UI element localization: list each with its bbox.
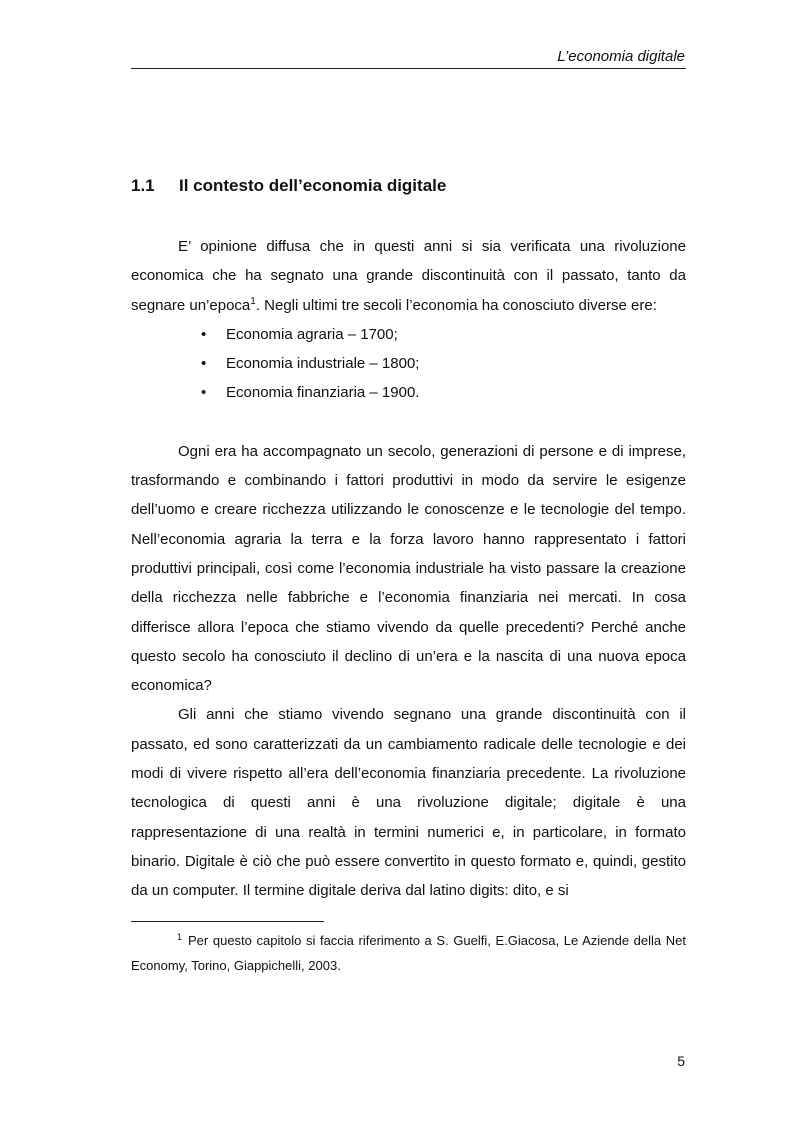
section-title: Il contesto dell’economia digitale	[179, 176, 447, 195]
page-number: 5	[677, 1053, 685, 1069]
footnote-separator	[131, 921, 324, 922]
header-rule	[131, 68, 686, 69]
footnote-text: Per questo capitolo si faccia riferimento a S. Guelfi, E.Giacosa, Le Aziende della Net Economy, Torino, Giappichelli, 2003.	[131, 933, 686, 973]
list-item	[201, 320, 686, 349]
running-header: L’economia digitale	[557, 48, 685, 65]
list-item	[201, 378, 686, 407]
footnote	[131, 928, 686, 978]
paragraph-intro-text: E’ opinione diffusa che in questi anni si sia verificata una rivoluzione economica che ha segnato una grande discontinuità con il passato, tanto da segnare un’epoca	[131, 238, 686, 314]
paragraph-eras: Ogni era ha accompagnato un secolo, generazioni di persone e di imprese, trasformando e combinando i fattori produttivi in modo da servire le esigenze dell’uomo e creare ricchezza utilizzando le conoscenze e le tecnologie del tempo. Nell’economia agraria la terra e la forza lavoro hanno rappresentato i fattori produttivi principali, così come l’economia industriale ha visto passare la creazione della ricchezza nelle fabbriche e l’economia finanziaria nei mercati. In cosa differisce allora l’epoca che stiamo vivendo da quelle precedenti? Perché anche questo secolo ha conosciuto il declino di un’era e la nascita di una nuova epoca economica?	[131, 442, 686, 695]
paragraph-intro	[131, 232, 686, 320]
footnote-reference: 1	[250, 295, 256, 307]
list-item	[201, 349, 686, 378]
paragraph-digital: Gli anni che stiamo vivendo segnano una grande discontinuità con il passato, ed sono caratterizzati da un cambiamento radicale delle tecnologie e dei modi di vivere rispetto all’era dell’economia finanziaria precedente. La rivoluzione tecnologica di questi anni è una rivoluzione digitale; digitale è una rappresentazione di una realtà in termini numerici e, in particolare, in formato binario. Digitale è ciò che può essere convertito in questo formato e, quindi, gestito da un computer. Il termine digitale deriva dal latino digits: dito, e si	[131, 706, 686, 900]
eras-list	[131, 320, 686, 408]
bullet-icon: •	[201, 384, 207, 402]
section-heading	[131, 176, 446, 196]
bullet-icon: •	[201, 355, 207, 373]
list-item-text: Economia agraria – 1700;	[226, 325, 398, 343]
paragraph-intro-text-end: . Negli ultimi tre secoli l’economia ha conosciuto diverse ere:	[255, 296, 657, 314]
list-item-text: Economia finanziaria – 1900.	[226, 384, 420, 402]
body-text	[131, 232, 686, 906]
footnote-marker: 1	[177, 931, 183, 942]
list-item-text: Economia industriale – 1800;	[226, 355, 420, 373]
section-number: 1.1	[131, 176, 155, 195]
bullet-icon: •	[201, 325, 207, 343]
